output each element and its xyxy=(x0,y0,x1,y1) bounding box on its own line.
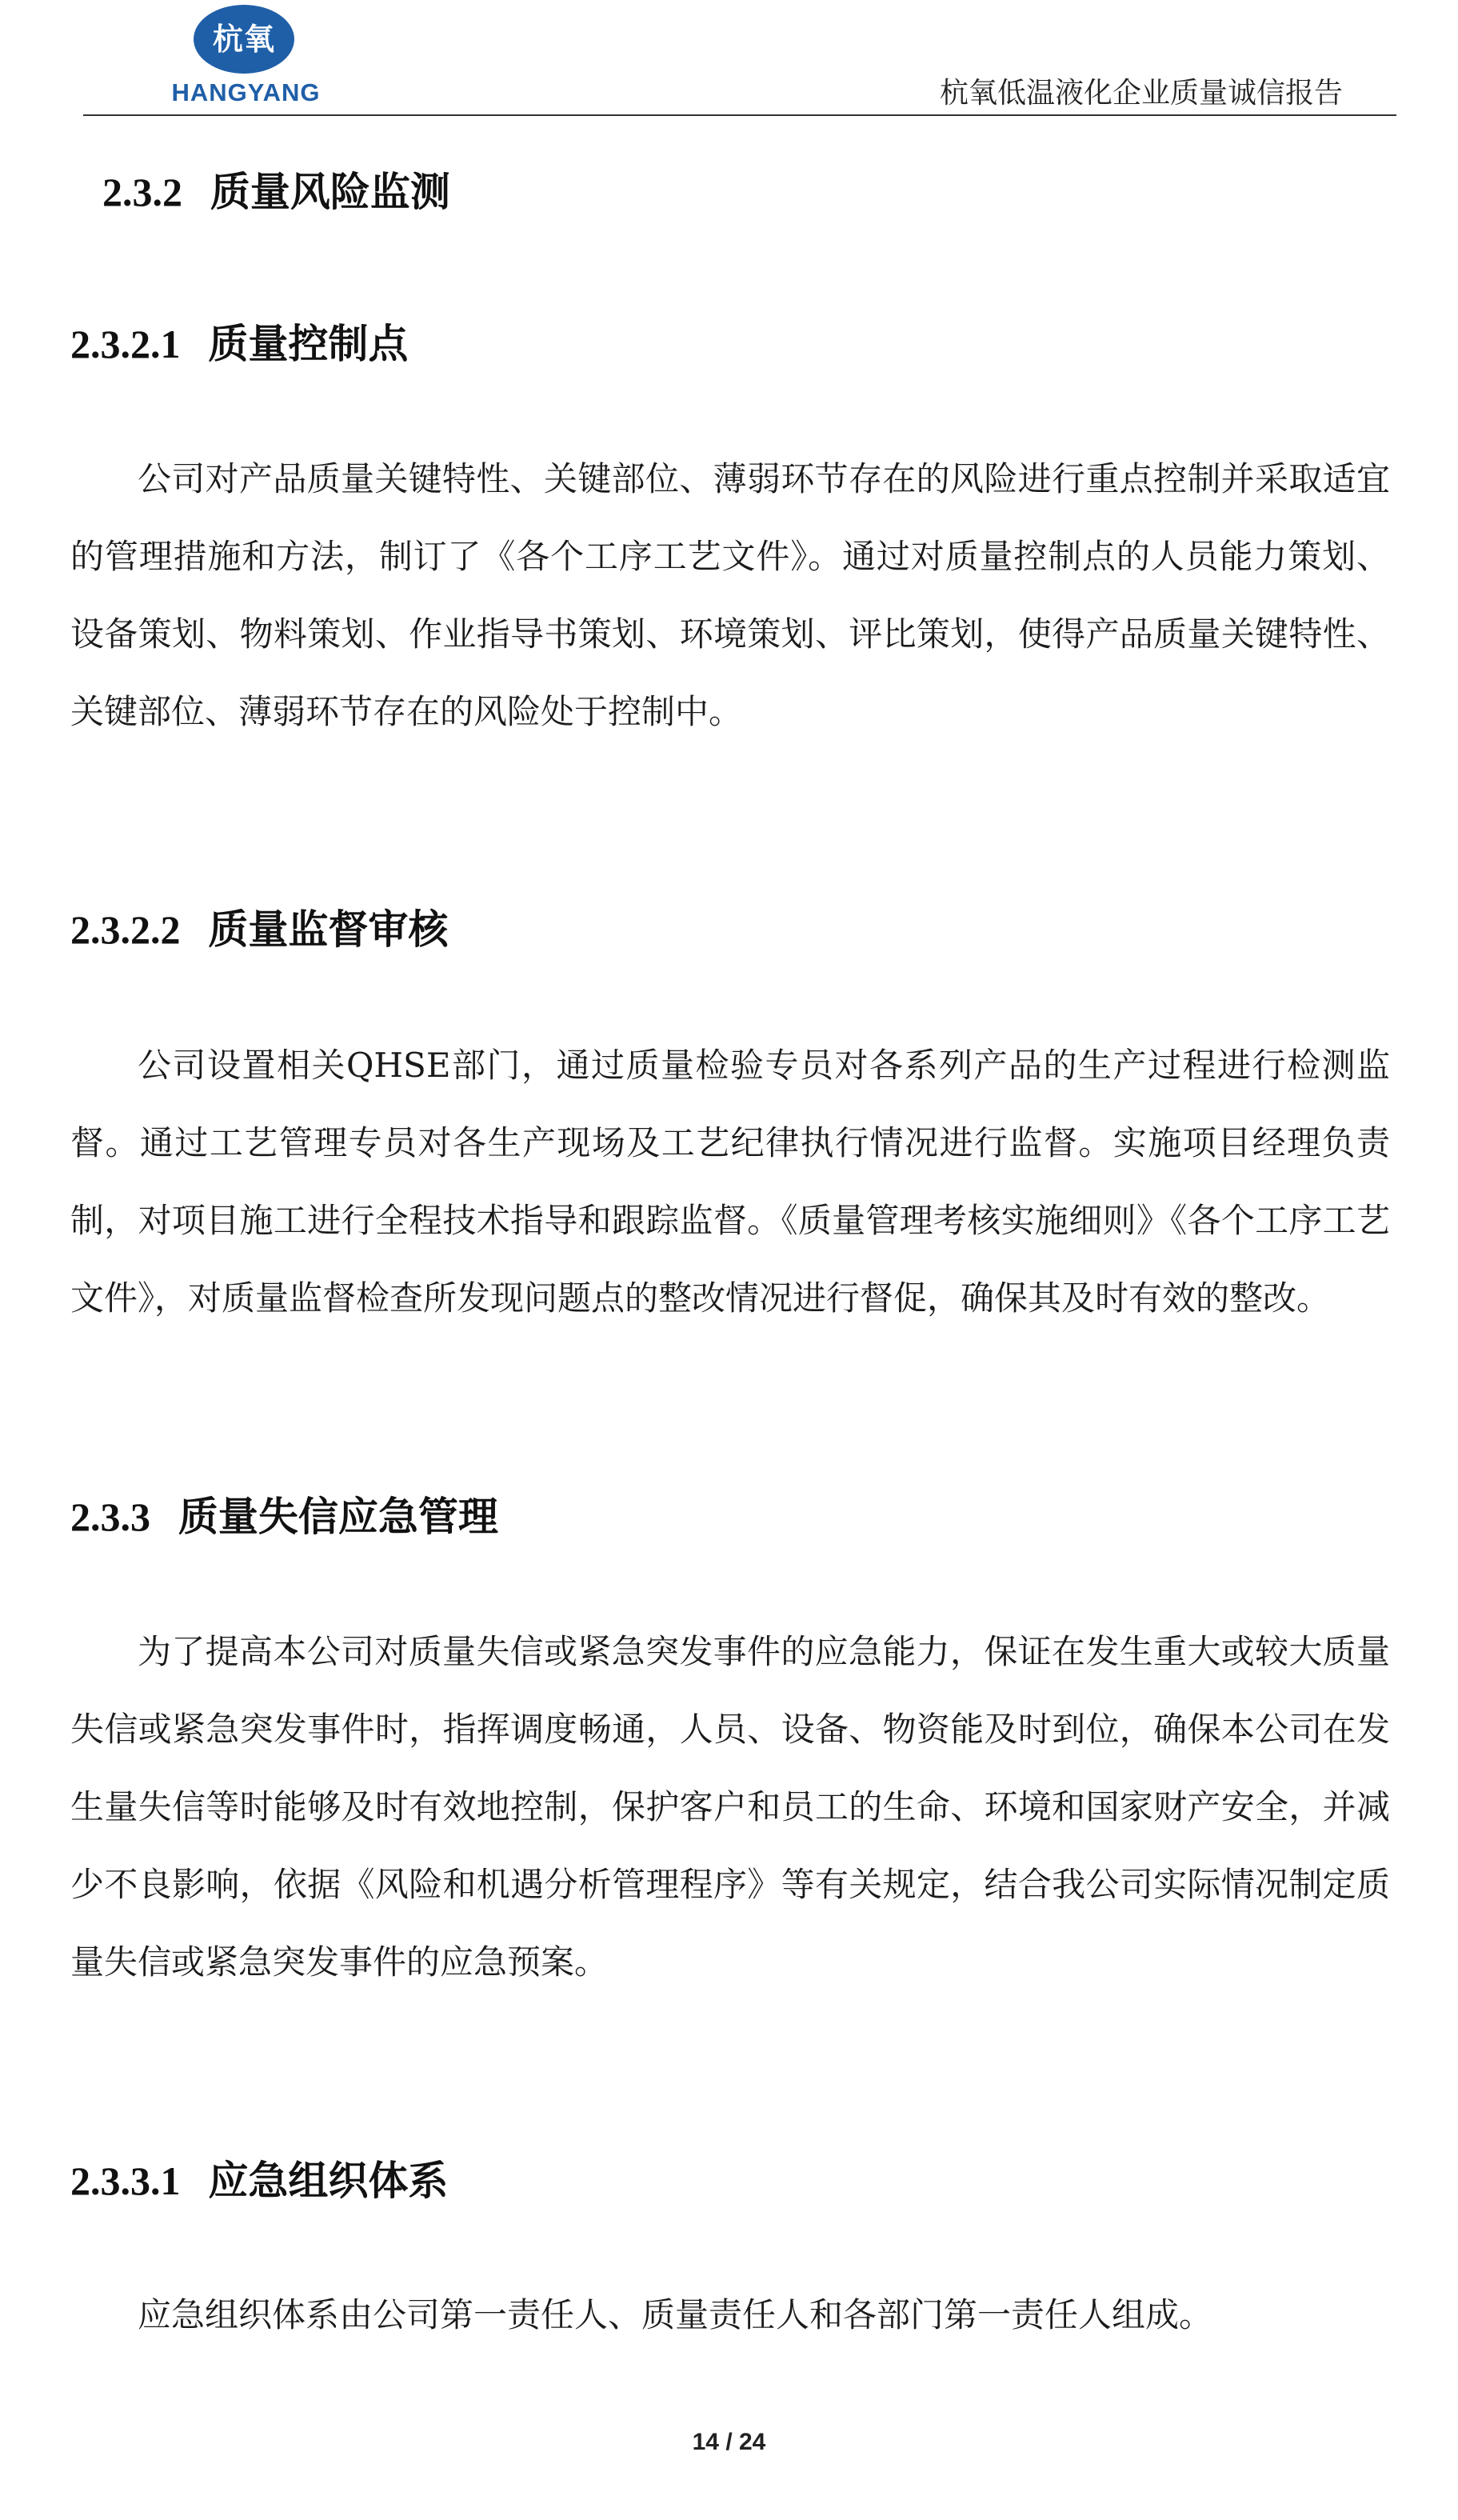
paragraph-quality-control-points: 公司对产品质量关键特性、关键部位、薄弱环节存在的风险进行重点控制并采取适宜的管理措施和方法，制订了《各个工序工艺文件》。通过对质量控制点的人员能力策划、设备策划、物料策划、作业指导书策划、环境策划、评比策划，使得产品质量关键特性、关键部位、薄弱环节存在的风险处于控制中。 xyxy=(70,459,1390,731)
heading-2-3-2-2 xyxy=(70,898,448,955)
logo-wordmark: HANGYANG xyxy=(171,78,321,106)
heading-number: 2.3.2.2 xyxy=(70,907,181,952)
logo-emblem: 杭氧 xyxy=(194,5,294,74)
report-title: 杭氧低温液化企业质量诚信报告 xyxy=(939,77,1343,110)
paragraph-emergency-management: 为了提高本公司对质量失信或紧急突发事件的应急能力，保证在发生重大或较大质量失信或紧急突发事件时，指挥调度畅通，人员、设备、物资能及时到位，确保本公司在发生量失信等时能够及时有效地控制，保护客户和员工的生命、环境和国家财产安全，并减少不良影响，依据《风险和机遇分析管理程序》等有关规定，结合我公司实际情况制定质量失信或紧急突发事件的应急预案。 xyxy=(70,1632,1390,1982)
heading-2-3-2-1 xyxy=(70,312,408,370)
heading-2-3-3-1 xyxy=(70,2149,448,2206)
heading-text: 应急组织体系 xyxy=(208,2158,449,2204)
heading-number: 2.3.2 xyxy=(102,170,182,214)
heading-2-3-2 xyxy=(102,160,450,218)
heading-2-3-3 xyxy=(70,1485,498,1542)
company-logo xyxy=(160,5,332,113)
heading-text: 质量控制点 xyxy=(208,321,409,367)
heading-text: 质量风险监测 xyxy=(210,169,450,215)
paragraph-emergency-organization: 应急组织体系由公司第一责任人、质量责任人和各部门第一责任人组成。 xyxy=(138,2295,1213,2334)
heading-text: 质量失信应急管理 xyxy=(178,1494,498,1540)
header-divider xyxy=(83,114,1396,116)
page-number: 14 / 24 xyxy=(692,2429,766,2455)
heading-number: 2.3.3 xyxy=(70,1494,150,1539)
heading-number: 2.3.3.1 xyxy=(70,2158,181,2203)
heading-text: 质量监督审核 xyxy=(208,906,449,953)
paragraph-quality-supervision: 公司设置相关QHSE部门，通过质量检验专员对各系列产品的生产过程进行检测监督。通过工艺管理专员对各生产现场及工艺纪律执行情况进行监督。实施项目经理负责制，对项目施工进行全程技术指导和跟踪监督。《质量管理考核实施细则》《各个工序工艺文件》，对质量监督检查所发现问题点的整改情况进行督促，确保其及时有效的整改。 xyxy=(70,1046,1390,1318)
heading-number: 2.3.2.1 xyxy=(70,322,181,366)
